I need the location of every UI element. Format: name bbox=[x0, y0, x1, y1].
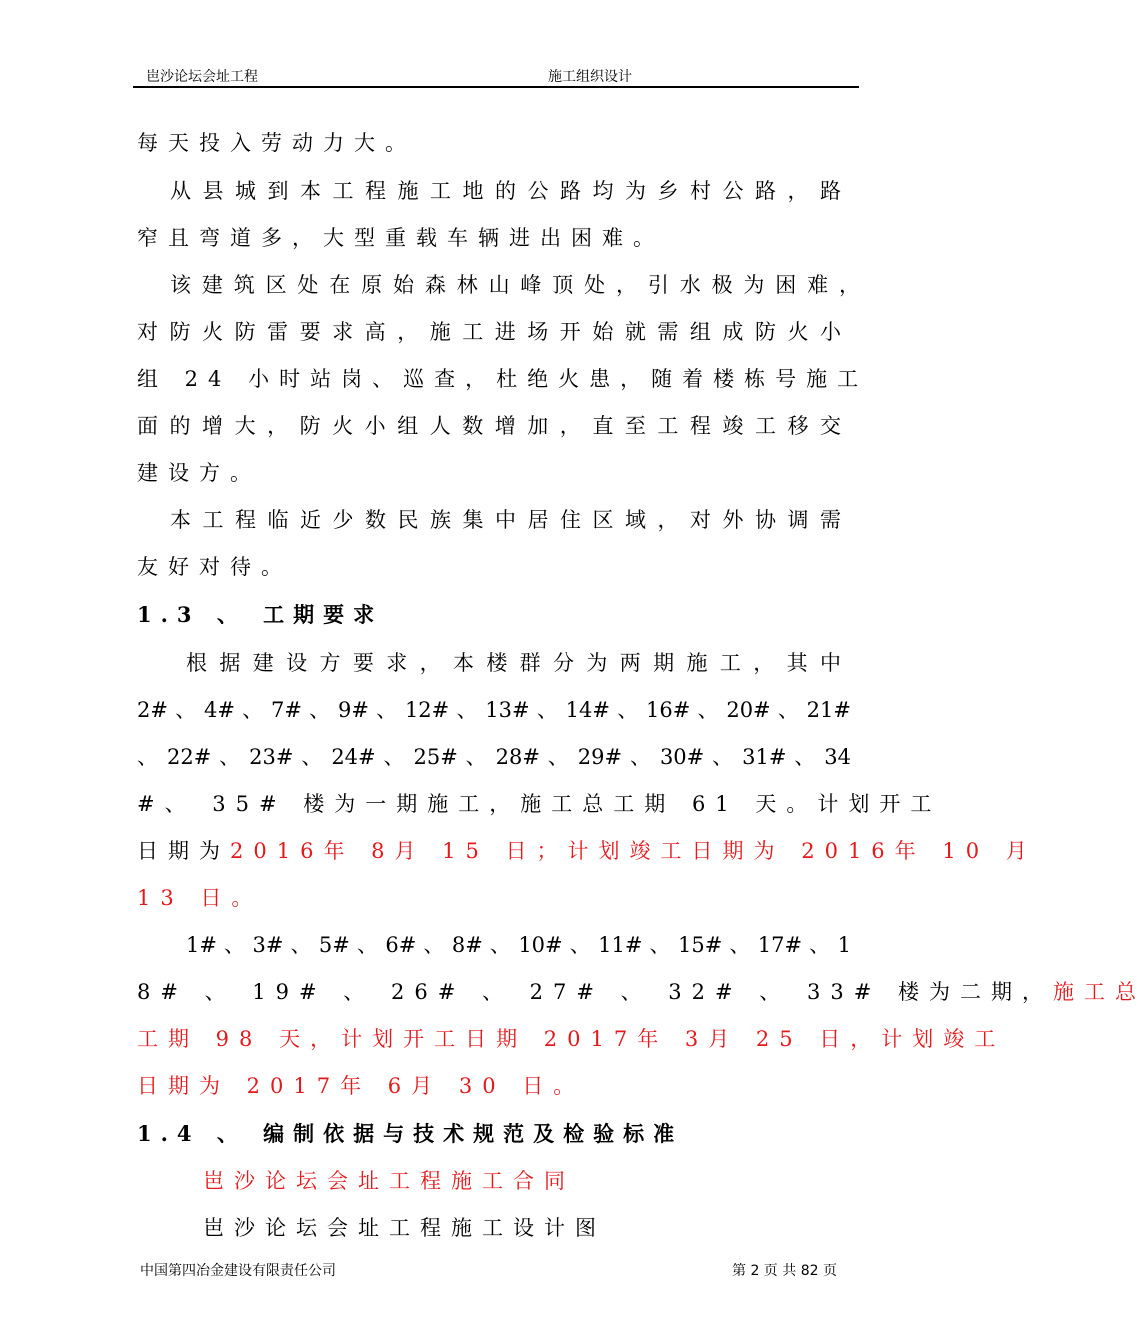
basis-item-contract: 岜沙论坛会址工程施工合同 bbox=[203, 1169, 575, 1193]
text-line: 窄且弯道多，大型重载车辆进出困难。 bbox=[137, 226, 664, 250]
text-line: 建设方。 bbox=[137, 461, 261, 485]
text-line: 对防火防雷要求高，施工进场开始就需组成防火小 bbox=[137, 320, 851, 344]
text-line: 组 24 小时站岗、巡查，杜绝火患，随着楼栋号施工 bbox=[137, 367, 869, 391]
text-line: 、 22# 、 23# 、 24# 、 25# 、 28# 、 29# 、 30# 、 31# 、 34 bbox=[137, 745, 851, 769]
text-segment: 日期为 bbox=[137, 839, 230, 863]
date-text: 工期 98 天，计划开工日期 2017年 3月 25 日，计划竣工 bbox=[137, 1027, 1006, 1051]
text-segment: 8# 、 19# 、 26# 、 27# 、 32# 、 33# 楼为二期， bbox=[137, 980, 1053, 1004]
header-left: 岜沙论坛会址工程 bbox=[146, 69, 258, 85]
text-line: 从县城到本工程施工地的公路均为乡村公路，路 bbox=[170, 179, 851, 203]
date-text: 13 日。 bbox=[137, 886, 263, 910]
text-line: 每天投入劳动力大。 bbox=[137, 131, 416, 155]
text-line: 2# 、 4# 、 7# 、 9# 、 12# 、 13# 、 14# 、 16# 、 20# 、 21# bbox=[137, 698, 851, 722]
header-rule bbox=[133, 86, 859, 88]
text-line: 根据建设方要求，本楼群分为两期施工，其中 bbox=[186, 651, 851, 675]
text-line bbox=[137, 977, 1146, 1007]
footer-page-number: 第 2 页 共 82 页 bbox=[732, 1263, 837, 1279]
text-line: 本工程临近少数民族集中居住区域，对外协调需 bbox=[170, 508, 851, 532]
text-line: 友好对待。 bbox=[137, 555, 292, 579]
basis-item-drawings: 岜沙论坛会址工程施工设计图 bbox=[203, 1216, 606, 1240]
footer-company: 中国第四冶金建设有限责任公司 bbox=[140, 1263, 336, 1279]
header-center: 施工组织设计 bbox=[548, 69, 632, 85]
text-line: 1# 、 3# 、 5# 、 6# 、 8# 、 10# 、 11# 、 15# 、 17# 、 1 bbox=[186, 933, 851, 957]
date-text: 日期为 2017年 6月 30 日。 bbox=[137, 1074, 585, 1098]
section-heading-1-3: 1.3 、 工期要求 bbox=[137, 602, 384, 627]
date-text: 施工总 bbox=[1052, 980, 1146, 1004]
text-line bbox=[137, 836, 1037, 866]
text-line: 该建筑区处在原始森林山峰顶处，引水极为困难， bbox=[170, 273, 870, 297]
text-line: #、 35# 楼为一期施工，施工总工期 61 天。计划开工 bbox=[137, 792, 942, 816]
date-text: 2016年 8月 15 日；计划竣工日期为 2016年 10 月 bbox=[230, 839, 1037, 863]
section-heading-1-4: 1.4 、 编制依据与技术规范及检验标准 bbox=[137, 1121, 684, 1146]
text-line: 面的增大，防火小组人数增加，直至工程竣工移交 bbox=[137, 414, 851, 438]
